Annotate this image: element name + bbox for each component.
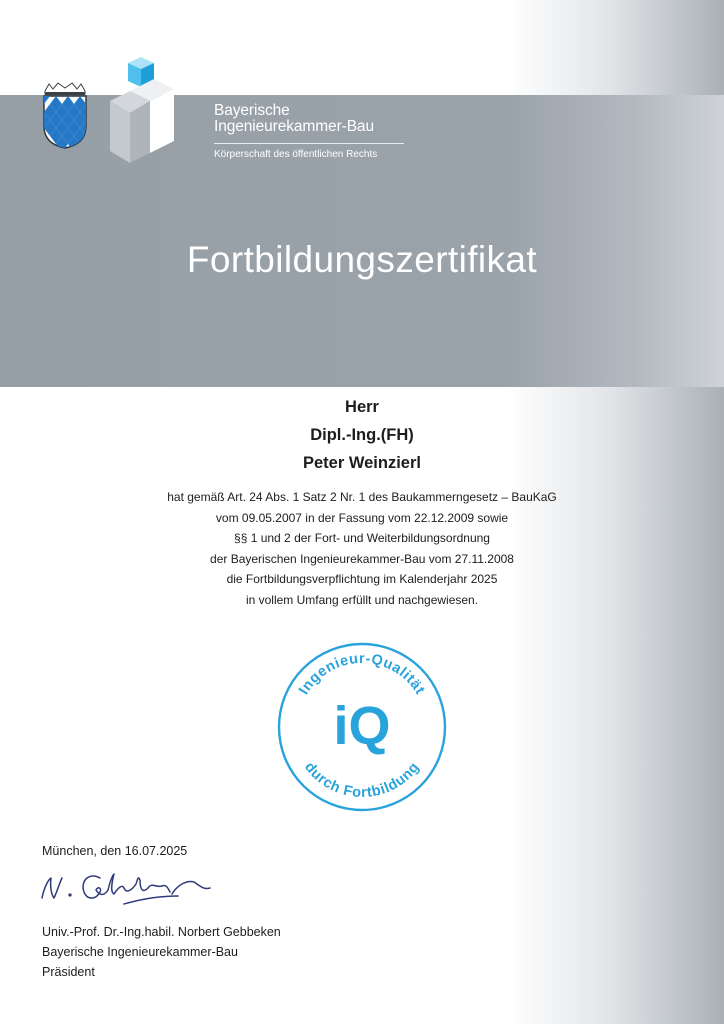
signature: [38, 866, 214, 914]
recipient-degree: Dipl.-Ing.(FH): [310, 426, 414, 444]
org-name-line1: Bayerische: [214, 102, 290, 119]
certificate-body: [0, 487, 724, 611]
body-line: der Bayerischen Ingenieurekammer-Bau vom 27.11.2008: [210, 551, 514, 566]
signatory-organization: Bayerische Ingenieurekammer-Bau: [42, 945, 238, 959]
recipient-salutation: Herr: [345, 398, 379, 416]
body-line: vom 09.05.2007 in der Fassung vom 22.12.2009 sowie: [215, 510, 509, 525]
seal-bottom-text: durch Fortbildung: [301, 759, 423, 802]
place-and-date: München, den 16.07.2025: [42, 844, 188, 858]
body-line: §§ 1 und 2 der Fort- und Weiterbildungsordnung: [234, 531, 490, 546]
org-subtitle: Körperschaft des öffentlichen Rechts: [214, 149, 378, 160]
cube-i-logo-icon: [108, 57, 174, 165]
body-line: die Fortbildungsverpflichtung im Kalenderjahr 2025: [226, 572, 498, 587]
organization-block: [214, 103, 404, 160]
org-divider: [214, 143, 404, 144]
signatory-block: [42, 922, 281, 982]
body-line: in vollem Umfang erfüllt und nachgewiesen.: [245, 592, 479, 607]
seal-top-text: Ingenieur-Qualität: [295, 650, 428, 698]
seal-center-text: iQ: [333, 696, 391, 756]
body-line: hat gemäß Art. 24 Abs. 1 Satz 2 Nr. 1 des Baukammerngesetz – BauKaG: [167, 490, 557, 504]
recipient-name: Peter Weinzierl: [303, 454, 421, 472]
signatory-role: Präsident: [42, 965, 95, 979]
org-name-line2: Ingenieurekammer-Bau: [214, 118, 374, 135]
bavarian-coat-of-arms-icon: [40, 82, 90, 150]
certificate-title: Fortbildungszertifikat: [186, 239, 538, 280]
quality-seal: [276, 641, 448, 813]
signatory-name: Univ.-Prof. Dr.-Ing.habil. Norbert Gebbeken: [42, 925, 281, 939]
